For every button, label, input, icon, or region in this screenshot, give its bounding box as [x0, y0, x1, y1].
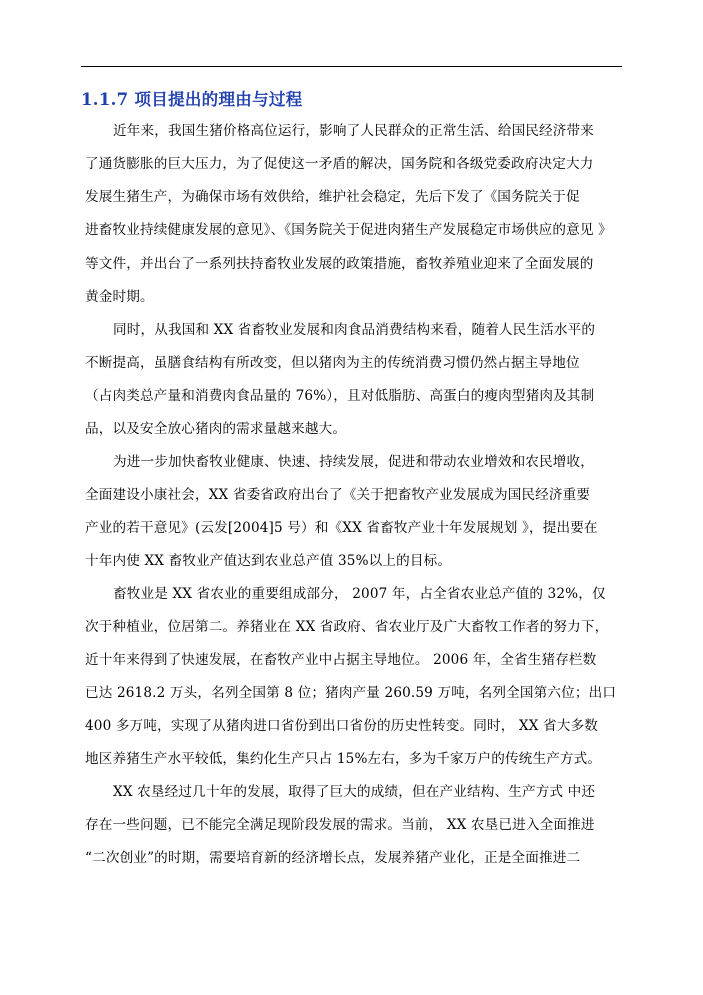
paragraph-line: 地区养猪生产水平较低，集约化生产只占 15%左右，多为千家万户的传统生产方式。 [85, 751, 602, 767]
paragraph-line: 进畜牧业持续健康发展的意见》、《国务院关于促进肉猪生产发展稳定市场供应的意见 》 [85, 222, 612, 238]
paragraph-line: 近十年来得到了快速发展，在畜牧产业中占据主导地位。 2006 年，全省生猪存栏数 [85, 652, 597, 668]
paragraph-line: （占肉类总产量和消费肉食品量的 76%），且对低脂肪、高蛋白的瘦肉型猪肉及其制 [85, 388, 595, 404]
paragraph-line: 同时，从我国和 XX 省畜牧业发展和肉食品消费结构来看，随着人民生活水平的 [113, 322, 596, 338]
paragraph-line: 了通货膨胀的巨大压力，为了促使这一矛盾的解决，国务院和各级党委政府决定大力 [85, 156, 594, 172]
paragraph-line: 为进一步加快畜牧业健康、快速、持续发展，促进和带动农业增效和农民增收， [113, 454, 595, 470]
header-rule [81, 66, 622, 67]
paragraph-line: “二次创业”的时期，需要培育新的经济增长点，发展养猪产业化，正是全面推进二 [85, 850, 581, 866]
paragraph-line: 已达 2618.2 万头，名列全国第 8 位；猪肉产量 260.59 万吨，名列全国第六位；出口 [85, 685, 617, 701]
paragraph-line: 十年内使 XX 畜牧业产值达到农业总产值 35%以上的目标。 [85, 553, 452, 569]
paragraph-line: 近年来，我国生猪价格高位运行，影响了人民群众的正常生活、给国民经济带来 [113, 123, 595, 139]
paragraph-line: 存在一些问题，已不能完全满足现阶段发展的需求。当前， XX 农垦已进入全面推进 [85, 817, 595, 833]
paragraph-line: 全面建设小康社会，XX 省委省政府出台了《关于把畜牧产业发展成为国民经济重要 [85, 487, 591, 503]
paragraph-line: 畜牧业是 XX 省农业的重要组成部分， 2007 年，占全省农业总产值的 32%，仅 [113, 586, 606, 602]
paragraph-line: XX 农垦经过几十年的发展，取得了巨大的成绩，但在产业结构、生产方式 中还 [113, 784, 596, 800]
paragraph-line: 产业的若干意见》(云发[2004]5 号）和《XX 省畜牧产业十年发展规划 》，提出要在 [85, 520, 598, 536]
paragraph-line: 品，以及安全放心猪肉的需求量越来越大。 [85, 421, 347, 437]
paragraph-line: 发展生猪生产，为确保市场有效供给，维护社会稳定，先后下发了《国务院关于促 [85, 189, 580, 205]
paragraph-line: 等文件，并出台了一系列扶持畜牧业发展的政策措施，畜牧养殖业迎来了全面发展的 [85, 256, 594, 272]
paragraph-line: 400 多万吨，实现了从猪肉进口省份到出口省份的历史性转变。同时， XX 省大多数 [85, 718, 599, 734]
section-heading: 1.1.7 项目提出的理由与过程 [81, 90, 303, 109]
paragraph-line: 黄金时期。 [85, 289, 154, 305]
paragraph-line: 不断提高，虽膳食结构有所改变，但以猪肉为主的传统消费习惯仍然占据主导地位 [85, 355, 580, 371]
paragraph-line: 次于种植业，位居第二。养猪业在 XX 省政府、省农业厅及广大畜牧工作者的努力下， [85, 619, 609, 635]
